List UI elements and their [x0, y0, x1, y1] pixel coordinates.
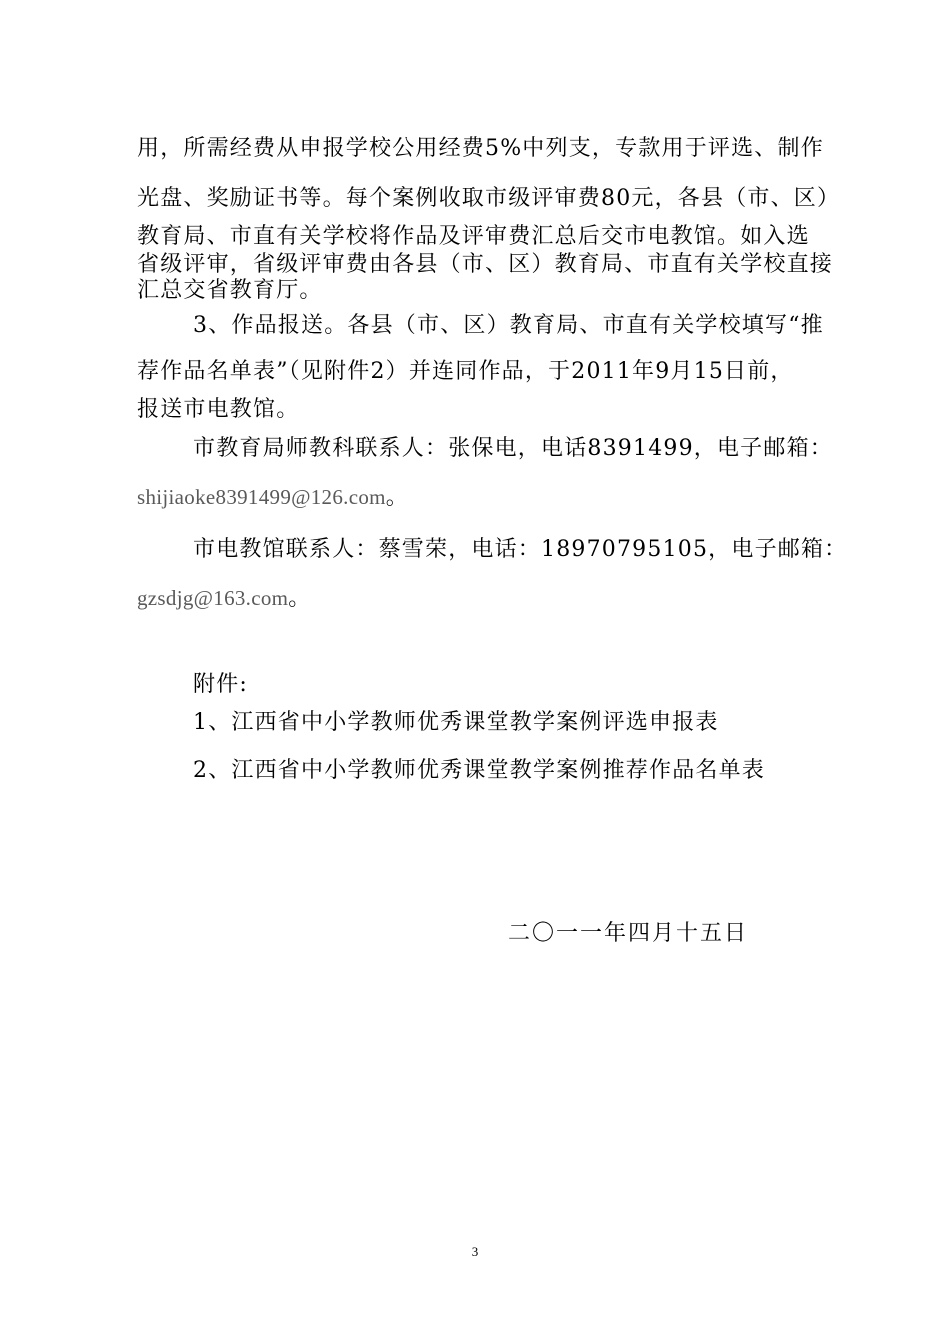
bureau-email-line: [137, 482, 817, 513]
page-number: 3: [471, 1244, 479, 1259]
center-email-suffix: 。: [288, 586, 312, 611]
attachments-heading: 附件:: [193, 672, 249, 697]
center-contact-line: 市电教馆联系人：蔡雪荣，电话：18970795105，电子邮箱：: [193, 537, 848, 562]
bureau-email-link[interactable]: shijiaoke8391499@126.com: [137, 485, 386, 509]
fees-line-3: 教育局、市直有关学校将作品及评审费汇总后交市电教馆。如入选: [137, 224, 810, 249]
center-email-line: [137, 583, 817, 614]
attachment-item-1: 1、江西省中小学教师优秀课堂教学案例评选申报表: [193, 710, 719, 735]
bureau-contact-line: 市教育局师教科联系人：张保电，电话8391499，电子邮箱：: [193, 436, 833, 461]
fees-line-2: 光盘、奖励证书等。每个案例收取市级评审费80元，各县（市、区）: [137, 186, 841, 211]
center-email-link[interactable]: gzsdjg@163.com: [137, 586, 289, 610]
submission-line-1: 3、作品报送。各县（市、区）教育局、市直有关学校填写“推: [193, 313, 824, 338]
fees-line-4: 省级评审，省级评审费由各县（市、区）教育局、市直有关学校直接: [137, 252, 834, 277]
fees-line-5: 汇总交省教育厅。: [137, 278, 323, 303]
bureau-email-suffix: 。: [385, 485, 409, 510]
submission-line-2: 荐作品名单表”（见附件2）并连同作品，于2011年9月15日前，: [137, 359, 794, 384]
document-date: 二〇一一年四月十五日: [508, 921, 749, 946]
attachment-item-2: 2、江西省中小学教师优秀课堂教学案例推荐作品名单表: [193, 758, 765, 783]
submission-line-3: 报送市电教馆。: [137, 397, 300, 422]
fees-line-1: 用，所需经费从申报学校公用经费5%中列支，专款用于评选、制作: [137, 136, 824, 161]
